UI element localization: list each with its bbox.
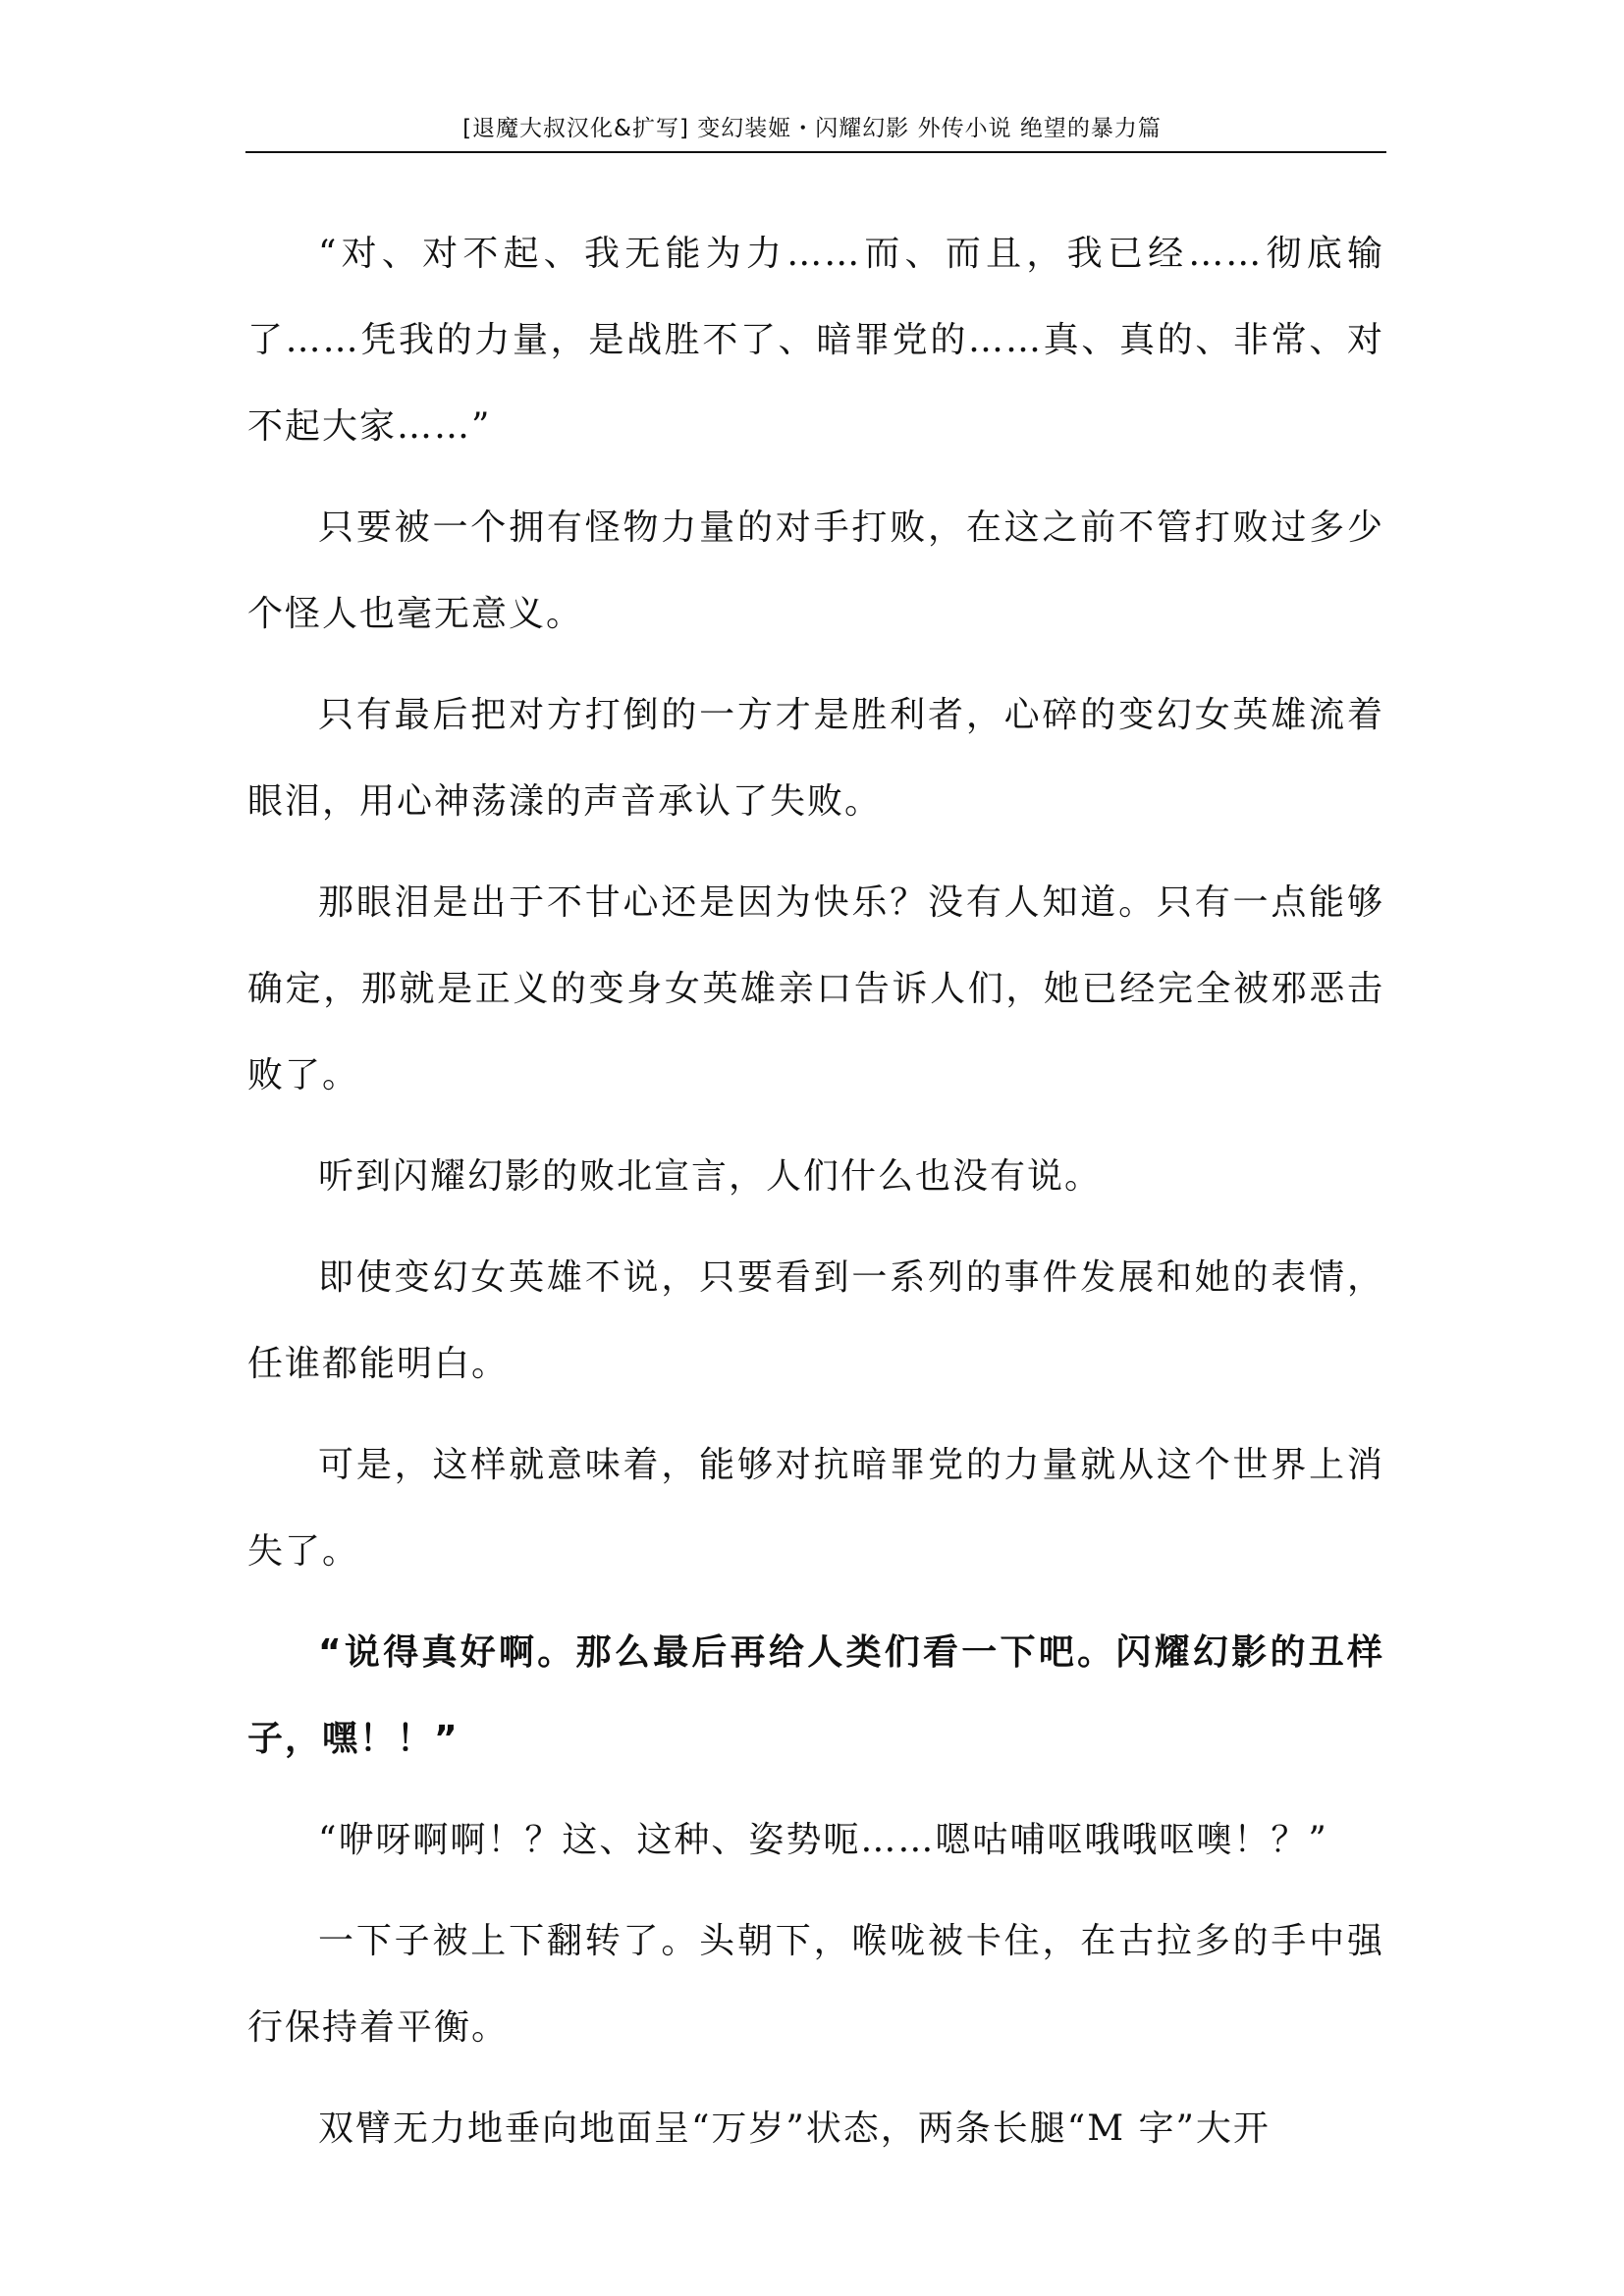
- paragraph: 一下子被上下翻转了。头朝下，喉咙被卡住，在古拉多的手中强行保持着平衡。: [247, 1921, 1384, 2048]
- page-header: [退魔大叔汉化&扩写] 变幻装姬・闪耀幻影 外传小说 绝望的暴力篇: [462, 116, 1162, 141]
- paragraph: 可是，这样就意味着，能够对抗暗罪党的力量就从这个世界上消失了。: [247, 1445, 1384, 1572]
- paragraph: 只有最后把对方打倒的一方才是胜利者，心碎的变幻女英雄流着眼泪，用心神荡漾的声音承认了失败。: [247, 695, 1384, 822]
- paragraph: “对、对不起、我无能为力……而、而且，我已经……彻底输了……凭我的力量，是战胜不了、暗罪党的……真、真的、非常、对不起大家……”: [247, 234, 1384, 447]
- paragraph: 听到闪耀幻影的败北宣言，人们什么也没有说。: [318, 1156, 1103, 1197]
- paragraph: 那眼泪是出于不甘心还是因为快乐？没有人知道。只有一点能够确定，那就是正义的变身女英雄亲口告诉人们，她已经完全被邪恶击败了。: [247, 882, 1384, 1095]
- paragraph: 即使变幻女英雄不说，只要看到一系列的事件发展和她的表情，任谁都能明白。: [247, 1257, 1384, 1384]
- header-divider: [245, 151, 1386, 153]
- paragraph: 双臂无力地垂向地面呈“万岁”状态，两条长腿“M 字”大开: [318, 2109, 1271, 2149]
- bold-dialogue-paragraph: “说得真好啊。那么最后再给人类们看一下吧。闪耀幻影的丑样子，嘿！！”: [247, 1632, 1384, 1759]
- paragraph: 只要被一个拥有怪物力量的对手打败，在这之前不管打败过多少个怪人也毫无意义。: [247, 507, 1384, 634]
- paragraph: “咿呀啊啊！？这、这种、姿势呃……嗯咕哺呕哦哦呕噢！？”: [318, 1820, 1328, 1860]
- body-text: [247, 211, 1384, 2187]
